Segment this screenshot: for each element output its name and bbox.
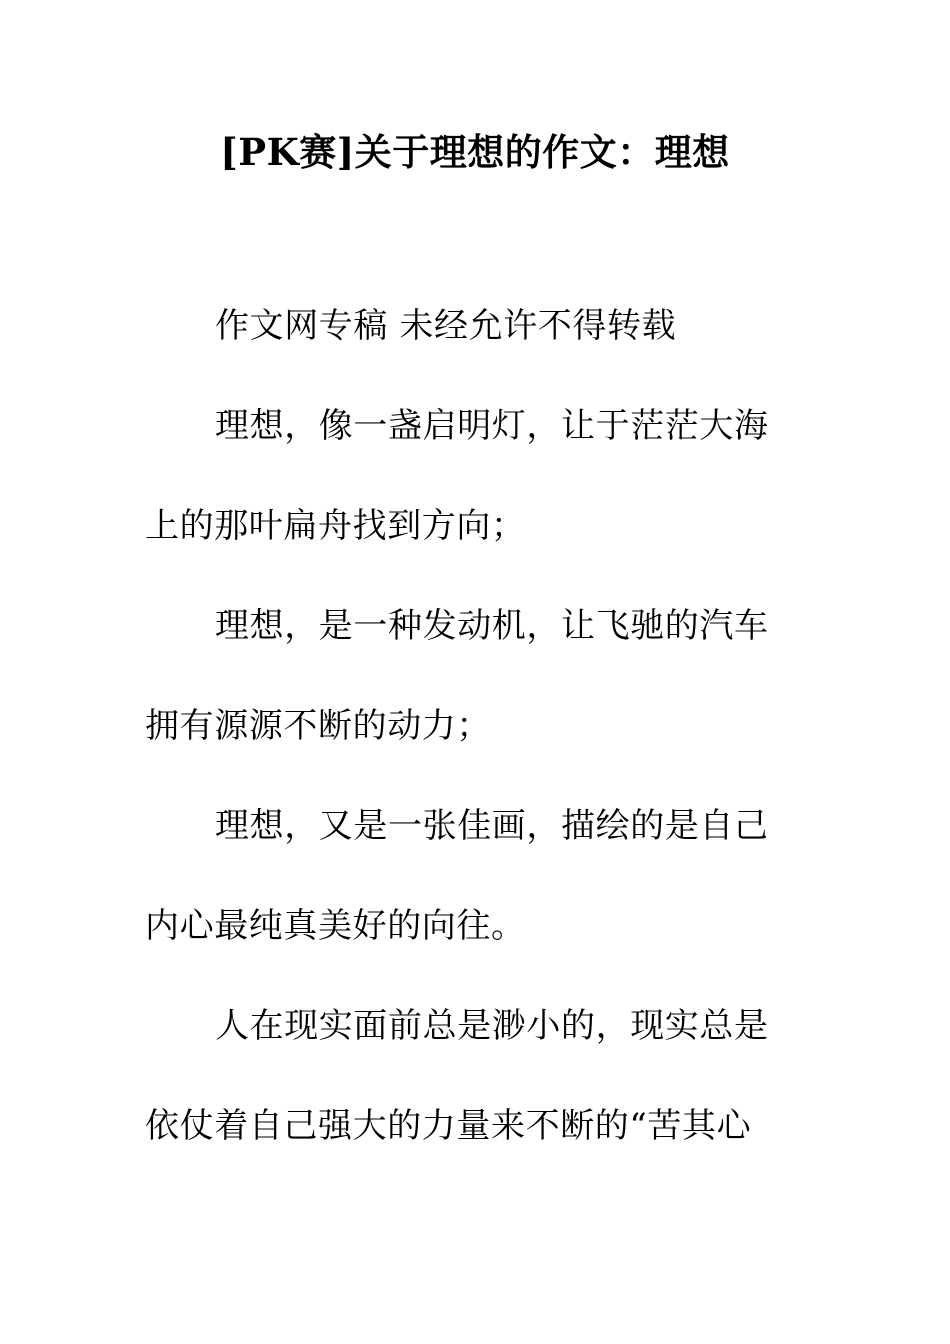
text-line: 作文网专稿 未经允许不得转载 xyxy=(215,306,677,346)
document-body xyxy=(145,295,805,1195)
text-line: 人在现实面前总是渺小的，现实总是 xyxy=(215,1006,769,1046)
text-line: 拥有源源不断的动力； xyxy=(145,706,491,746)
text-line: 上的那叶扁舟找到方向； xyxy=(145,506,526,546)
text-line: 依仗着自己强大的力量来不断的“苦其心 xyxy=(145,1106,752,1146)
text-line: 内心最纯真美好的向往。 xyxy=(145,906,526,946)
text-line: 理想，又是一张佳画，描绘的是自己 xyxy=(215,806,769,846)
text-line: 理想，是一种发动机，让飞驰的汽车 xyxy=(215,606,769,646)
document-title: [PK赛]关于理想的作文：理想 xyxy=(220,130,730,174)
text-line: 理想，像一盏启明灯，让于茫茫大海 xyxy=(215,406,769,446)
